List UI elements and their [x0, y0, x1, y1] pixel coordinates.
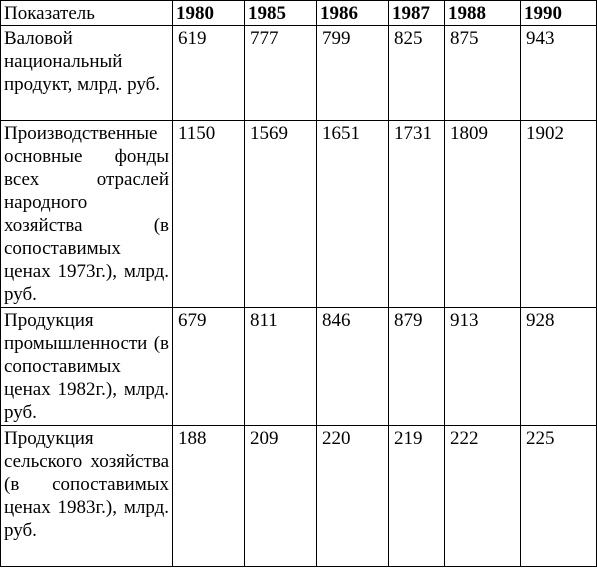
- table-row: [1, 308, 597, 426]
- table-cell: 875: [445, 26, 521, 121]
- table-cell: 1569: [245, 121, 317, 308]
- table-row: [1, 26, 597, 121]
- table-cell: 619: [173, 26, 245, 121]
- table-cell: 825: [389, 26, 445, 121]
- row-label-gnp: Валовой национальный продукт, млрд. руб.: [1, 26, 173, 121]
- table-cell: 222: [445, 426, 521, 567]
- table-cell: 879: [389, 308, 445, 426]
- header-year-1985: 1985: [245, 1, 317, 26]
- table-cell: 209: [245, 426, 317, 567]
- row-label-fixed-assets: Производственные основные фонды всех отраслей народного хозяйства (в сопоставимых ценах 1973г.), млрд. руб.: [1, 121, 173, 308]
- row-label-industrial-output: Продукция промышленности (в сопоставимых ценах 1982г.), млрд. руб.: [1, 308, 173, 426]
- table-cell: 811: [245, 308, 317, 426]
- table-cell: 1809: [445, 121, 521, 308]
- table-cell: 219: [389, 426, 445, 567]
- header-year-1990: 1990: [521, 1, 597, 26]
- header-year-1988: 1988: [445, 1, 521, 26]
- table-cell: 928: [521, 308, 597, 426]
- table-cell: 1902: [521, 121, 597, 308]
- header-year-1986: 1986: [317, 1, 389, 26]
- table-row: [1, 426, 597, 567]
- header-year-1987: 1987: [389, 1, 445, 26]
- header-indicator: Показатель: [1, 1, 173, 26]
- table-cell: 943: [521, 26, 597, 121]
- table-cell: 225: [521, 426, 597, 567]
- table-cell: 777: [245, 26, 317, 121]
- table-cell: 188: [173, 426, 245, 567]
- table-cell: 220: [317, 426, 389, 567]
- table-cell: 1731: [389, 121, 445, 308]
- table-cell: 679: [173, 308, 245, 426]
- row-label-agricultural-output: Продукция сельского хозяйства (в сопоставимых ценах 1983г.), млрд. руб.: [1, 426, 173, 567]
- header-year-1980: 1980: [173, 1, 245, 26]
- table-header-row: [1, 1, 597, 26]
- table-cell: 799: [317, 26, 389, 121]
- table-row: [1, 121, 597, 308]
- table-cell: 913: [445, 308, 521, 426]
- table-cell: 1651: [317, 121, 389, 308]
- table-cell: 846: [317, 308, 389, 426]
- table-cell: 1150: [173, 121, 245, 308]
